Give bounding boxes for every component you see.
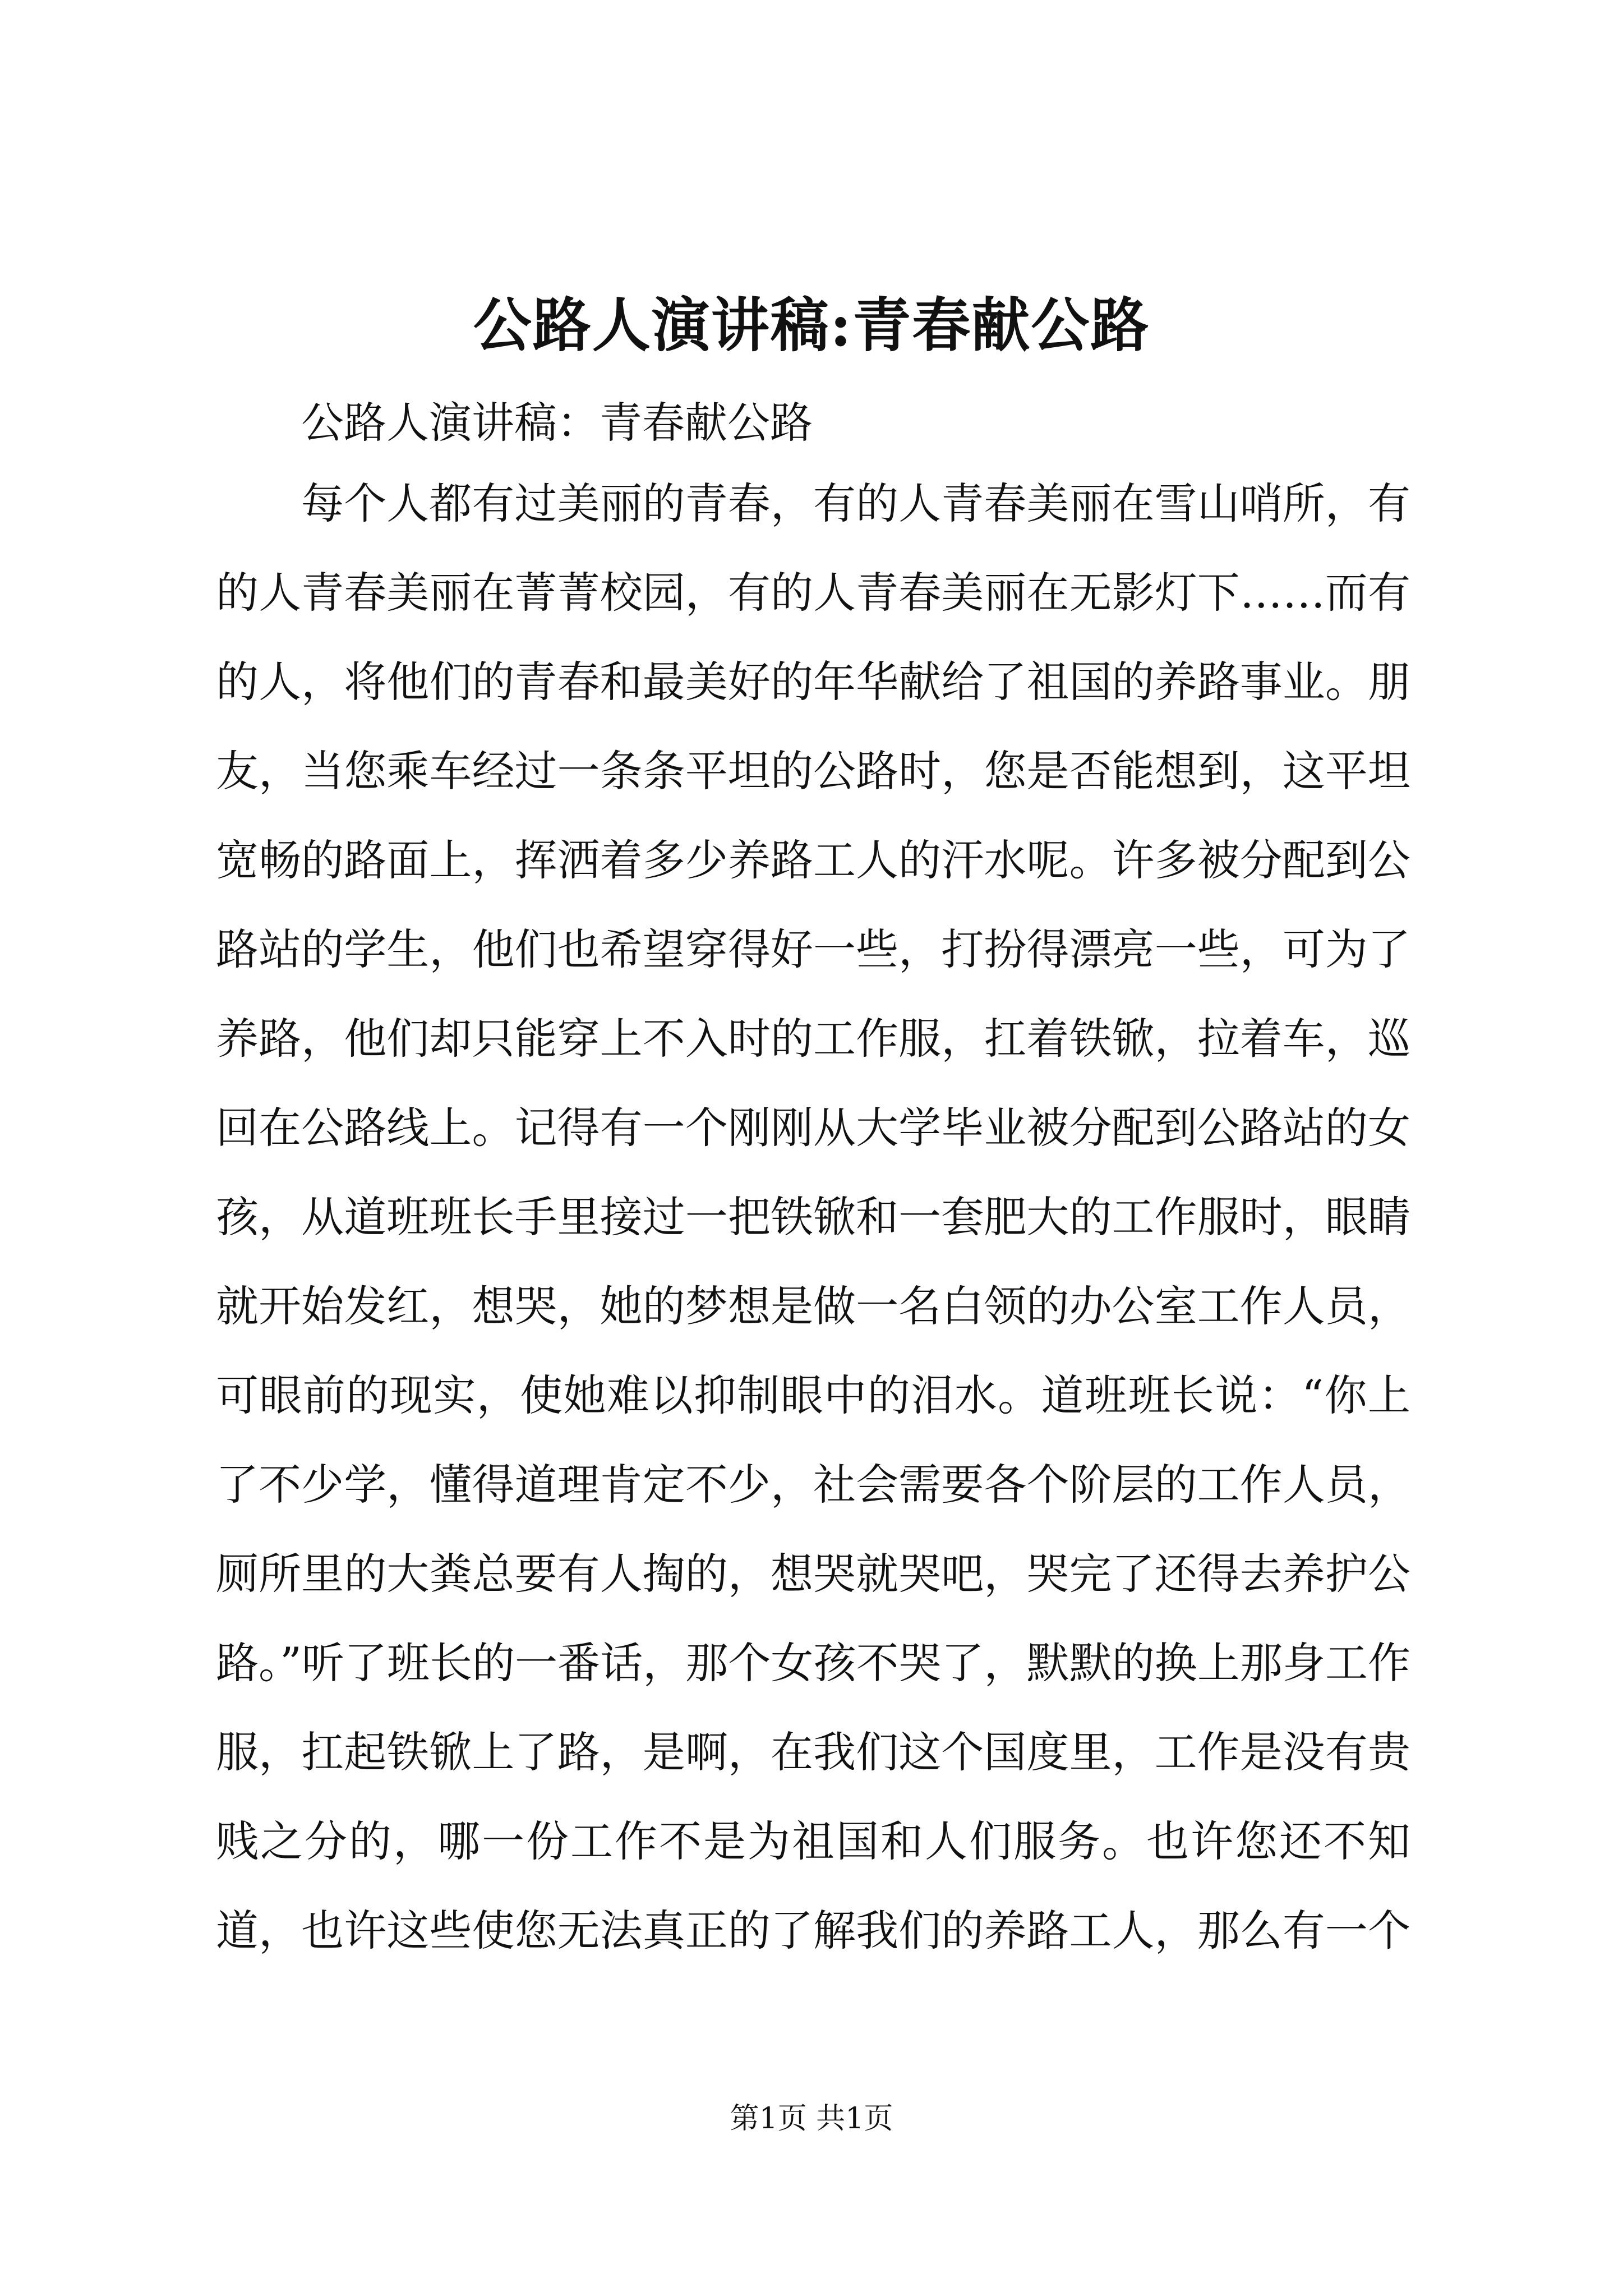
page-footer: 第1页 共1页	[730, 2102, 893, 2136]
body-paragraph: 每个人都有过美丽的青春，有的人青春美丽在雪山哨所，有的人青春美丽在菁菁校园，有的人青春美丽在无影灯下……而有的人，将他们的青春和最美好的年华献给了祖国的养路事业。朋友，当您乘车经过一条条平坦的公路时，您是否能想到，这平坦宽畅的路面上，挥洒着多少养路工人的汗水呢。许多被分配到公路站的学生，他们也希望穿得好一些，打扮得漂亮一些，可为了养路，他们却只能穿上不入时的工作服，扛着铁锨，拉着车，巡回在公路线上。记得有一个刚刚从大学毕业被分配到公路站的女孩，从道班班长手里接过一把铁锨和一套肥大的工作服时，眼睛就开始发红，想哭，她的梦想是做一名白领的办公室工作人员，可眼前的现实，使她难以抑制眼中的泪水。道班班长说：“你上了不少学，懂得道理肯定不少，社会需要各个阶层的工作人员，厕所里的大粪总要有人掏的，想哭就哭吧，哭完了还得去养护公路。”听了班长的一番话，那个女孩不哭了，默默的换上那身工作服，扛起铁锨上了路，是啊，在我们这个国度里，工作是没有贵贱之分的，哪一份工作不是为祖国和人们服务。也许您还不知道，也许这些使您无法真正的了解我们的养路工人，那么有一个	[216, 478, 1410, 1955]
document-subtitle: 公路人演讲稿：青春献公路	[301, 398, 813, 448]
document-body	[216, 387, 1410, 1973]
document-title: 公路人演讲稿:青春献公路	[473, 291, 1150, 360]
